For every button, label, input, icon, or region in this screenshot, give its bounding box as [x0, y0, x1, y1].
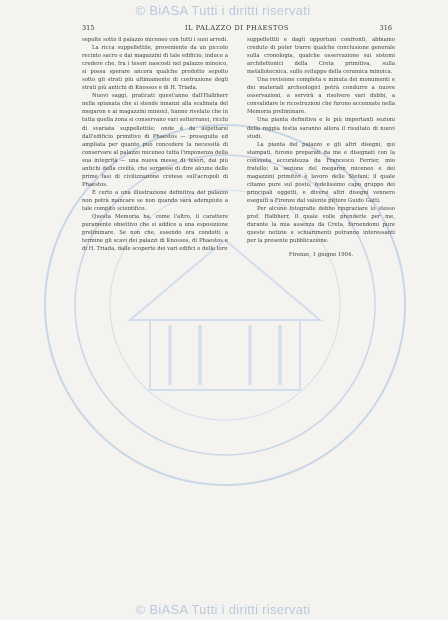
signoff-date: Firenze, 1 giugno 1904.: [288, 252, 354, 259]
left-text-column: [82, 36, 228, 253]
paragraph: Nuovi saggi, praticati quest'anno dall'Halbherr nella spianata che si stende innanzi alla scalinata del megaron e ai magazzini minoici, hanno rivelato che in tutta quella zona si conservano vari sotterranei, ricchi di svariata suppellettile; onde è da aspettarsi dall'edificio primitivo di Phaestos — proseguita ed ampliata per quanto può concedere la necessità di conservare al palazzo miceneo tutta l'imponenza della sua integrità — una nuova messe di tesori, dai più antichi della civiltà, che sorgesse di dire alcune delle prime fasi di civilizzazione cretese sull'acropoli di Phaestos.: [82, 93, 228, 188]
paragraph: Per alcune fotografie debbo ringraziare lo stesso prof. Halbherr, il quale volle prenderle per me, durante la mia assenza da Creta, fornendomi pure queste notizie e schiarimenti potranno interessanti per la presente pubblicazione.: [247, 205, 395, 245]
running-header: [82, 24, 392, 36]
paragraph: sepolte sotto il palazzo miceneo con tutti i suoi arredi.: [82, 37, 228, 43]
watermark-banner-top: © BiASA Tutti i diritti riservati: [135, 3, 311, 18]
right-text-column: [247, 36, 395, 259]
running-title: IL PALAZZO DI PHAESTOS: [185, 24, 289, 32]
page-number-right: 316: [379, 24, 392, 32]
page-number-left: 315: [82, 24, 95, 32]
paragraph: suppellettili e dagli opportuni confronti, abbiamo creduto di poter trarre qualche conclusione generale sulla cronologia, qualche osservazione sui sistemi architettonici della Creta primitiva, sulla metallotecnica, sullo sviluppo della ceramica minoica.: [247, 37, 395, 76]
paragraph: Una revisione completa e minuta dei monumenti e dei materiali archeologici potrà condurre a nuove osservazioni, a servirà a risolvere vari dubbi, a convalidare le ricostruzioni che furono accennate nella Memoria preliminare.: [247, 77, 395, 116]
watermark-banner-bottom: © BiASA Tutti i diritti riservati: [135, 602, 311, 617]
paragraph: Una pianta definitiva e le più importanti sezioni della reggia festia saranno allora il risultato di nuovi studi.: [247, 117, 395, 140]
paragraph: La ricca suppellettile, proveniente da un piccolo recinto sacro e dai magazzini di tale edificio, induce a credere che, fra i tesori nascosti nel palazzo minoico, si possa sperare ancora qualche prodotto sepolto sotto gli strati più ultimamente di costruzione degli strati più antichi di Knossos e di H. Triada.: [82, 45, 228, 92]
paragraph: È certo a una illustrazione definitiva del palazzo non potrà mancare se non quando sarà adempiuto a tale compito scientifico.: [82, 189, 228, 212]
paragraph: Questa Memoria ha, come l'altro, il carattere puramente obiettivo che si addice a una esposizione preliminare. Se non che, essendo ora condotti a termine gli scavi dei palazzi di Knossos, di Phaestos e di H. Triada, dalle scoperte dei vari edifici e delle loro: [82, 214, 228, 253]
paragraph: La pianta del palazzo e gli altri disegni, qui stampati, furono preparati da me e disegnati con la consueta accuratezza da Francesco Ferrier, mio fratello; la sezione del megaron miceneo e dei magazzini primitivi è lavoro delle Stefani; il quale citamo pure sul posto, fedelissimo capo gruppo dei principali oggetti, e diversi altri disegni vennero eseguiti a Firenze dal valente pittore Guido Gatti.: [247, 141, 395, 204]
